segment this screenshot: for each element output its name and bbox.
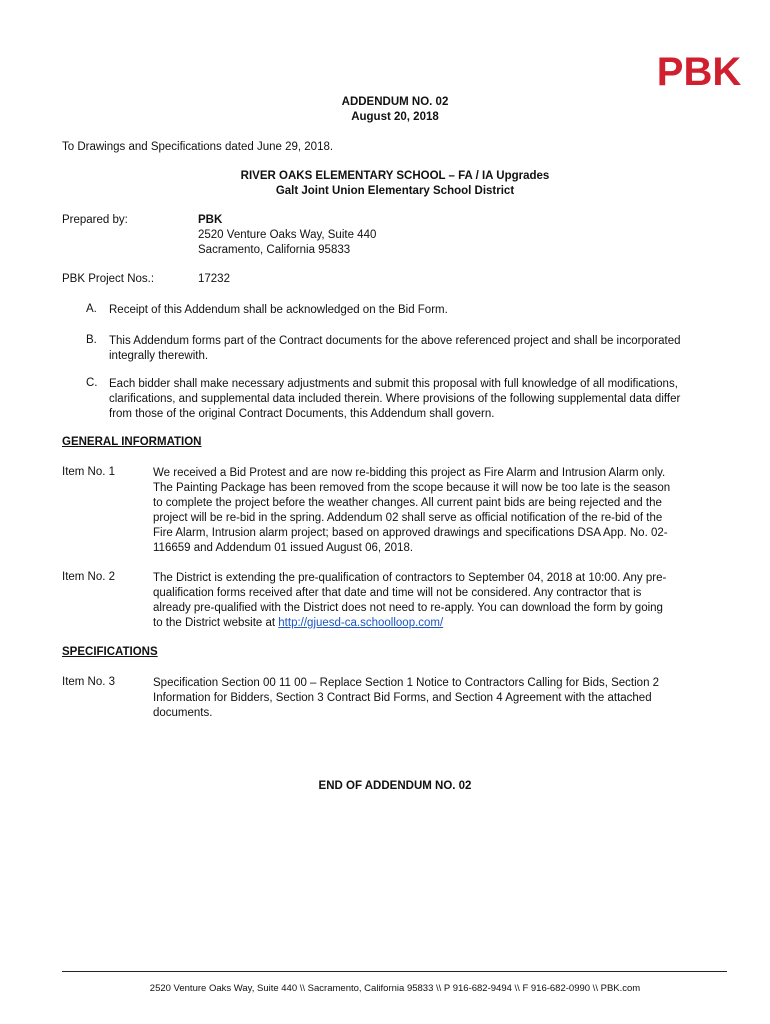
list-marker: C. <box>86 377 98 389</box>
item-line: We received a Bid Protest and are now re-bidding this project as Fire Alarm and Intrusion Alarm only. <box>153 467 666 479</box>
addendum-date: August 20, 2018 <box>351 111 439 123</box>
addendum-title: ADDENDUM NO. 02 <box>341 96 449 108</box>
item2-text <box>153 571 666 631</box>
item-line-prefix: to the District website at <box>153 617 279 629</box>
item-line: qualification forms received after that date and time will not be considered. Any contractor that is <box>153 587 642 599</box>
item-line: already pre-qualified with the District does not need to re-apply. You can download the form by going <box>153 602 663 614</box>
item2-label: Item No. 2 <box>62 571 116 583</box>
list-marker: A. <box>86 303 97 315</box>
item-line: to complete the project before the weather changes. All current paint bids are being rejected and the <box>153 497 662 509</box>
item1-label: Item No. 1 <box>62 466 116 478</box>
item-line-last <box>153 616 666 631</box>
list-item-c <box>109 377 680 422</box>
item-line: 116659 and Addendum 01 issued August 06, 2018. <box>153 542 414 554</box>
item3-label: Item No. 3 <box>62 676 116 688</box>
item-line: The District is extending the pre-qualification of contractors to September 04, 2018 at 10:00. Any pre- <box>153 572 667 584</box>
project-nos-label: PBK Project Nos.: <box>62 273 155 285</box>
list-line: clarifications, and supplemental data included therein. Where provisions of the following supplemental data differ <box>109 393 681 405</box>
district-website-link[interactable]: http://gjuesd-ca.schoolloop.com/ <box>278 617 444 629</box>
project-name: RIVER OAKS ELEMENTARY SCHOOL – FA / IA Upgrades <box>240 170 550 182</box>
list-line: integrally therewith. <box>109 350 209 362</box>
item3-text <box>153 676 659 721</box>
project-nos-value: 17232 <box>198 273 230 285</box>
prepared-address2: Sacramento, California 95833 <box>198 244 351 256</box>
item-line: The Painting Package has been removed from the scope because it will now be too late is the season <box>153 482 671 494</box>
list-line: from those of the original Contract Documents, this Addendum shall govern. <box>109 408 495 420</box>
prepared-label: Prepared by: <box>62 214 128 226</box>
item-line: documents. <box>153 707 213 719</box>
general-heading: GENERAL INFORMATION <box>62 436 202 448</box>
list-line: Each bidder shall make necessary adjustments and submit this proposal with full knowledge of all modifications, <box>109 378 678 390</box>
item-line: Information for Bidders, Section 3 Contract Bid Forms, and Section 4 Agreement with the attached <box>153 692 652 704</box>
pbk-logo <box>653 52 745 90</box>
list-item-b <box>109 334 681 364</box>
footer-address: 2520 Venture Oaks Way, Suite 440 \\ Sacramento, California 95833 \\ P 916-682-9494 \\ F 916-682-0990 \\ PBK.com <box>149 983 641 994</box>
logo-text: PBK <box>656 52 742 90</box>
item-line: project will be re-bid in the spring. Addendum 02 shall serve as official notification of the re-bid of the <box>153 512 663 524</box>
intro-text: To Drawings and Specifications dated June 29, 2018. <box>62 141 334 153</box>
list-marker: B. <box>86 334 97 346</box>
list-item-a <box>109 303 448 318</box>
prepared-name: PBK <box>198 214 223 226</box>
list-line: Receipt of this Addendum shall be acknowledged on the Bid Form. <box>109 304 448 316</box>
prepared-address1: 2520 Venture Oaks Way, Suite 440 <box>198 229 377 241</box>
item1-text <box>153 466 670 556</box>
footer-divider <box>62 971 727 972</box>
list-line: This Addendum forms part of the Contract documents for the above referenced project and shall be incorporated <box>109 335 681 347</box>
district-name: Galt Joint Union Elementary School District <box>275 185 515 197</box>
item-line: Specification Section 00 11 00 – Replace Section 1 Notice to Contractors Calling for Bids, Section 2 <box>153 677 660 689</box>
specifications-heading: SPECIFICATIONS <box>62 646 158 658</box>
end-of-addendum: END OF ADDENDUM NO. 02 <box>318 780 472 792</box>
item-line: Fire Alarm, Intrusion alarm project; based on approved drawings and specifications DSA App. No. 02- <box>153 527 668 539</box>
